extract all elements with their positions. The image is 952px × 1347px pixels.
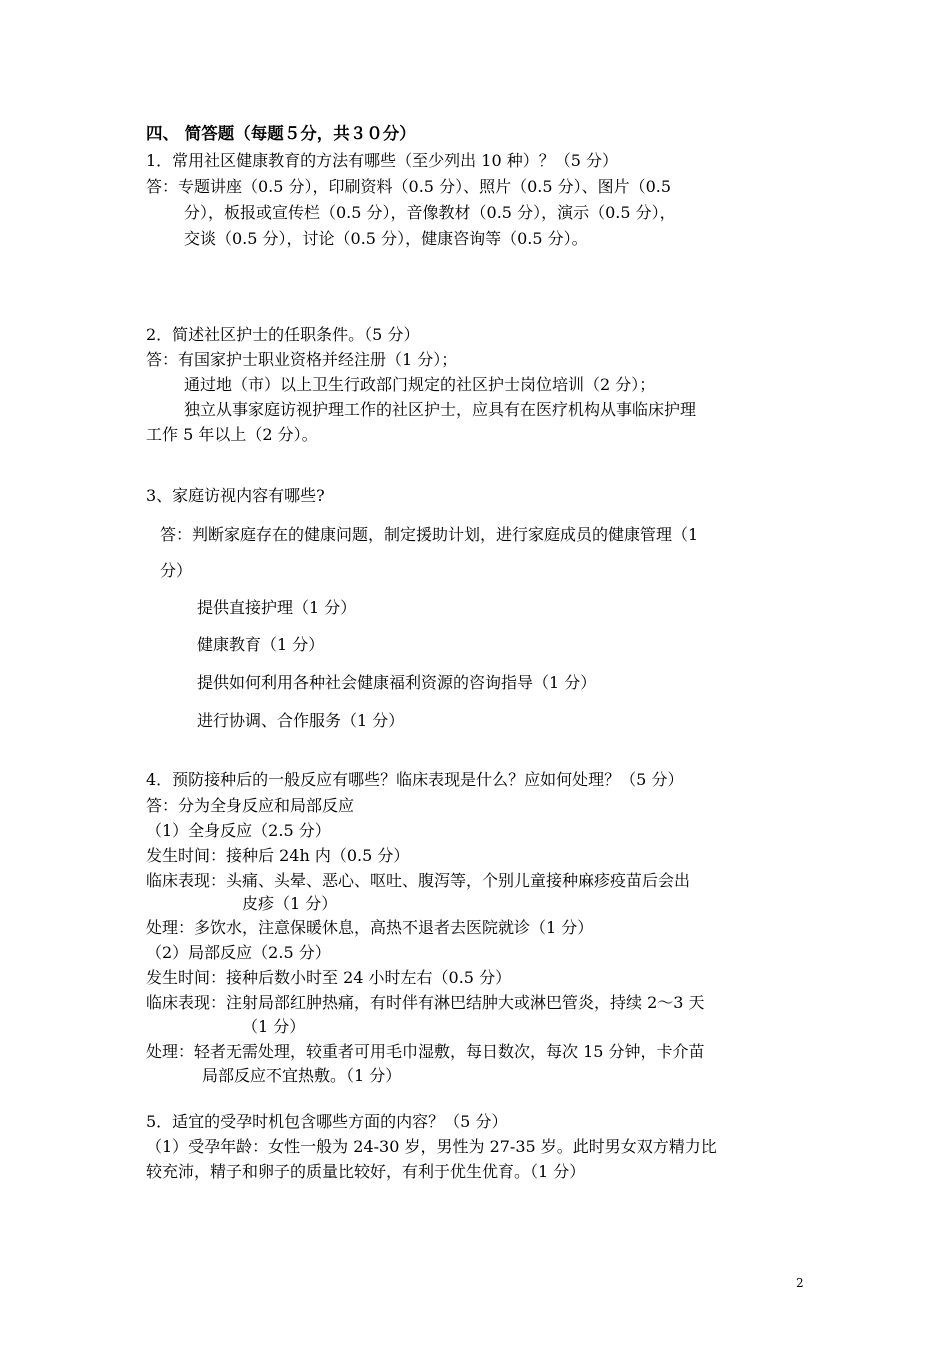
question-1: 1．常用社区健康教育的方法有哪些（至少列出 10 种）？（5 分） [146, 151, 618, 170]
answer-4-line-6: 处理：多饮水，注意保暖休息，高热不退者去医院就诊（1 分） [146, 918, 594, 937]
question-2: 2．简述社区护士的任职条件。（5 分） [146, 325, 420, 344]
question-4: 4．预防接种后的一般反应有哪些？临床表现是什么？应如何处理？（5 分） [146, 770, 684, 789]
answer-4-line-10: （1 分） [242, 1017, 306, 1036]
question-5: 5．适宜的受孕时机包含哪些方面的内容？（5 分） [146, 1112, 508, 1131]
answer-4-line-1: 答：分为全身反应和局部反应 [146, 796, 355, 815]
answer-3-line-4: 健康教育（1 分） [197, 635, 325, 654]
answer-1-line-2: 分），板报或宣传栏（0.5 分），音像教材（0.5 分），演示（0.5 分）， [184, 203, 676, 222]
answer-3-line-6: 进行协调、合作服务（1 分） [197, 711, 405, 730]
answer-4-line-4: 临床表现：头痛、头晕、恶心、呕吐、腹泻等，个别儿童接种麻疹疫苗后会出 [146, 871, 691, 890]
answer-3-line-1: 答：判断家庭存在的健康问题，制定援助计划，进行家庭成员的健康管理（1 [160, 525, 699, 544]
answer-3-line-5: 提供如何利用各种社会健康福利资源的咨询指导（1 分） [197, 673, 597, 692]
answer-3-line-3: 提供直接护理（1 分） [197, 598, 357, 617]
answer-4-line-3: 发生时间：接种后 24h 内（0.5 分） [146, 846, 410, 865]
answer-4-line-8: 发生时间：接种后数小时至 24 小时左右（0.5 分） [146, 968, 512, 987]
answer-1-line-3: 交谈（0.5 分），讨论（0.5 分），健康咨询等（0.5 分）。 [184, 229, 588, 248]
answer-2-line-3: 独立从事家庭访视护理工作的社区护士，应具有在医疗机构从事临床护理 [184, 400, 697, 419]
answer-5-line-2: 较充沛，精子和卵子的质量比较好，有利于优生优育。（1 分） [146, 1162, 586, 1181]
answer-2-line-1: 答：有国家护士职业资格并经注册（1 分）； [146, 350, 458, 369]
answer-4-line-12: 局部反应不宜热敷。（1 分） [202, 1066, 402, 1085]
question-3: 3、家庭访视内容有哪些? [146, 486, 325, 505]
answer-2-line-2: 通过地（市）以上卫生行政部门规定的社区护士岗位培训（2 分）； [184, 375, 656, 394]
answer-4-line-5: 皮疹（1 分） [242, 894, 338, 913]
section-title: 四、 简答题（每题５分，共３０分） [146, 124, 416, 143]
page-number: 2 [796, 1276, 804, 1290]
answer-4-line-7: （2）局部反应（2.5 分） [146, 943, 331, 962]
answer-3-line-2: 分） [160, 561, 193, 580]
answer-4-line-9: 临床表现：注射局部红肿热痛，有时伴有淋巴结肿大或淋巴管炎，持续 2～3 天 [146, 993, 705, 1012]
answer-5-line-1: （1）受孕年龄：女性一般为 24-30 岁，男性为 27-35 岁。此时男女双方精力比 [146, 1137, 717, 1156]
answer-2-line-4: 工作 5 年以上（2 分）。 [146, 425, 318, 444]
answer-4-line-11: 处理：轻者无需处理，较重者可用毛巾湿敷，每日数次，每次 15 分钟，卡介苗 [146, 1042, 705, 1061]
answer-1-line-1: 答：专题讲座（0.5 分），印刷资料（0.5 分）、照片（0.5 分）、图片（0.5 [146, 177, 672, 196]
answer-4-line-2: （1）全身反应（2.5 分） [146, 821, 331, 840]
